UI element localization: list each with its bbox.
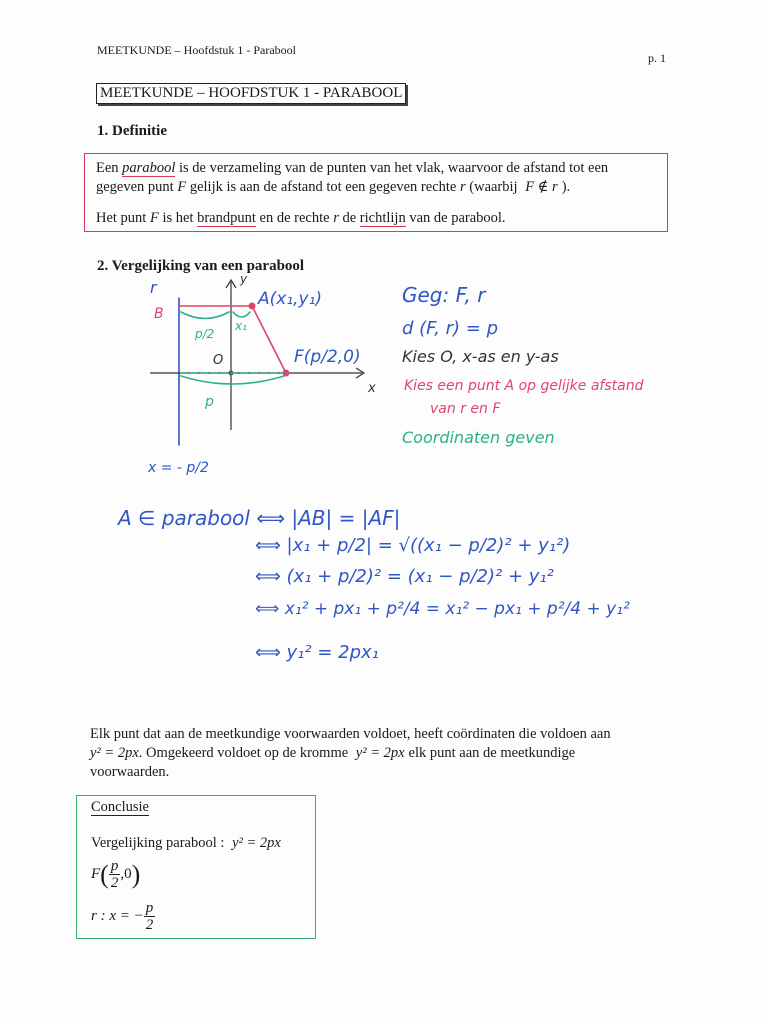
definition-line-3: Het punt F is het brandpunt en de rechte r de richtlijn van de parabool. bbox=[96, 210, 506, 226]
x-label: x bbox=[368, 381, 376, 396]
section-2-heading: 2. Vergelijking van een parabool bbox=[97, 258, 305, 274]
conclusie-focus: F( $\frac{p}{2}$ ,0) bbox=[91, 858, 141, 891]
document-title: MEETKUNDE – HOOFDSTUK 1 - PARABOOL bbox=[96, 83, 406, 104]
note-coordinates: Coordinaten geven bbox=[402, 428, 555, 447]
term-parabool: parabool bbox=[122, 160, 176, 176]
x1-label: x₁ bbox=[235, 319, 247, 333]
derivation-step-5: ⟺ y₁² = 2px₁ bbox=[255, 642, 379, 663]
directrix-equation: x = - p/2 bbox=[148, 460, 209, 476]
paragraph-line-3: voorwaarden. bbox=[90, 764, 170, 780]
definition-line-1: Een parabool is de verzameling van de punten van het vlak, waarvoor de afstand tot een bbox=[96, 160, 609, 176]
definition-line-2: gegeven punt F gelijk is aan de afstand tot een gegeven rechte r (waarbij F ∉ r ). bbox=[96, 179, 571, 195]
F-label: F(p/2,0) bbox=[294, 347, 361, 367]
conclusie-equation: Vergelijking parabool : y² = 2px bbox=[91, 835, 281, 851]
derivation-step-4: ⟺ x₁² + px₁ + p²/4 = x₁² − px₁ + p²/4 + y₁² bbox=[255, 599, 630, 619]
note-from-r-and-F: van r en F bbox=[430, 401, 501, 417]
p-half-label: p/2 bbox=[195, 327, 215, 341]
note-distance: d (F, r) = p bbox=[402, 318, 499, 339]
section-1-heading: 1. Definitie bbox=[97, 123, 167, 139]
r-label: r bbox=[150, 278, 157, 297]
O-label: O bbox=[213, 353, 224, 368]
running-header: MEETKUNDE – Hoofdstuk 1 - Parabool bbox=[97, 43, 296, 57]
page-number: p. 1 bbox=[648, 51, 666, 65]
note-choose-point: Kies een punt A op gelijke afstand bbox=[404, 378, 644, 394]
segment-AF bbox=[252, 306, 286, 373]
paragraph-line-2: y² = 2px. Omgekeerd voldoet op de kromme y² = 2px elk punt aan de meetkundige bbox=[90, 745, 576, 761]
term-richtlijn: richtlijn bbox=[359, 210, 406, 226]
p-label: p bbox=[205, 394, 214, 410]
y-label: y bbox=[240, 272, 248, 286]
brace-x1 bbox=[233, 312, 250, 317]
brace-p-half bbox=[181, 312, 229, 319]
brace-p bbox=[181, 376, 284, 384]
condition-formula: F ∉ r bbox=[525, 179, 558, 195]
derivation-step-1: A ∈ parabool ⟺ |AB| = |AF| bbox=[118, 506, 401, 530]
B-label: B bbox=[154, 306, 164, 322]
note-choose-axes: Kies O, x-as en y-as bbox=[402, 347, 559, 366]
conclusie-heading: Conclusie bbox=[91, 799, 149, 815]
derivation-step-3: ⟺ (x₁ + p/2)² = (x₁ − p/2)² + y₁² bbox=[255, 566, 554, 587]
paragraph-line-1: Elk punt dat aan de meetkundige voorwaarden voldoet, heeft coördinaten die voldoen aan bbox=[90, 726, 611, 742]
A-label: A(x₁,y₁) bbox=[258, 289, 323, 309]
derivation-step-2: ⟺ |x₁ + p/2| = √((x₁ − p/2)² + y₁²) bbox=[255, 535, 571, 556]
conclusie-directrix: r : x = − $\frac{p}{2}$ bbox=[91, 900, 154, 933]
conclusion-paragraph bbox=[90, 725, 670, 782]
note-given: Geg: F, r bbox=[402, 283, 486, 307]
term-brandpunt: brandpunt bbox=[197, 210, 256, 226]
